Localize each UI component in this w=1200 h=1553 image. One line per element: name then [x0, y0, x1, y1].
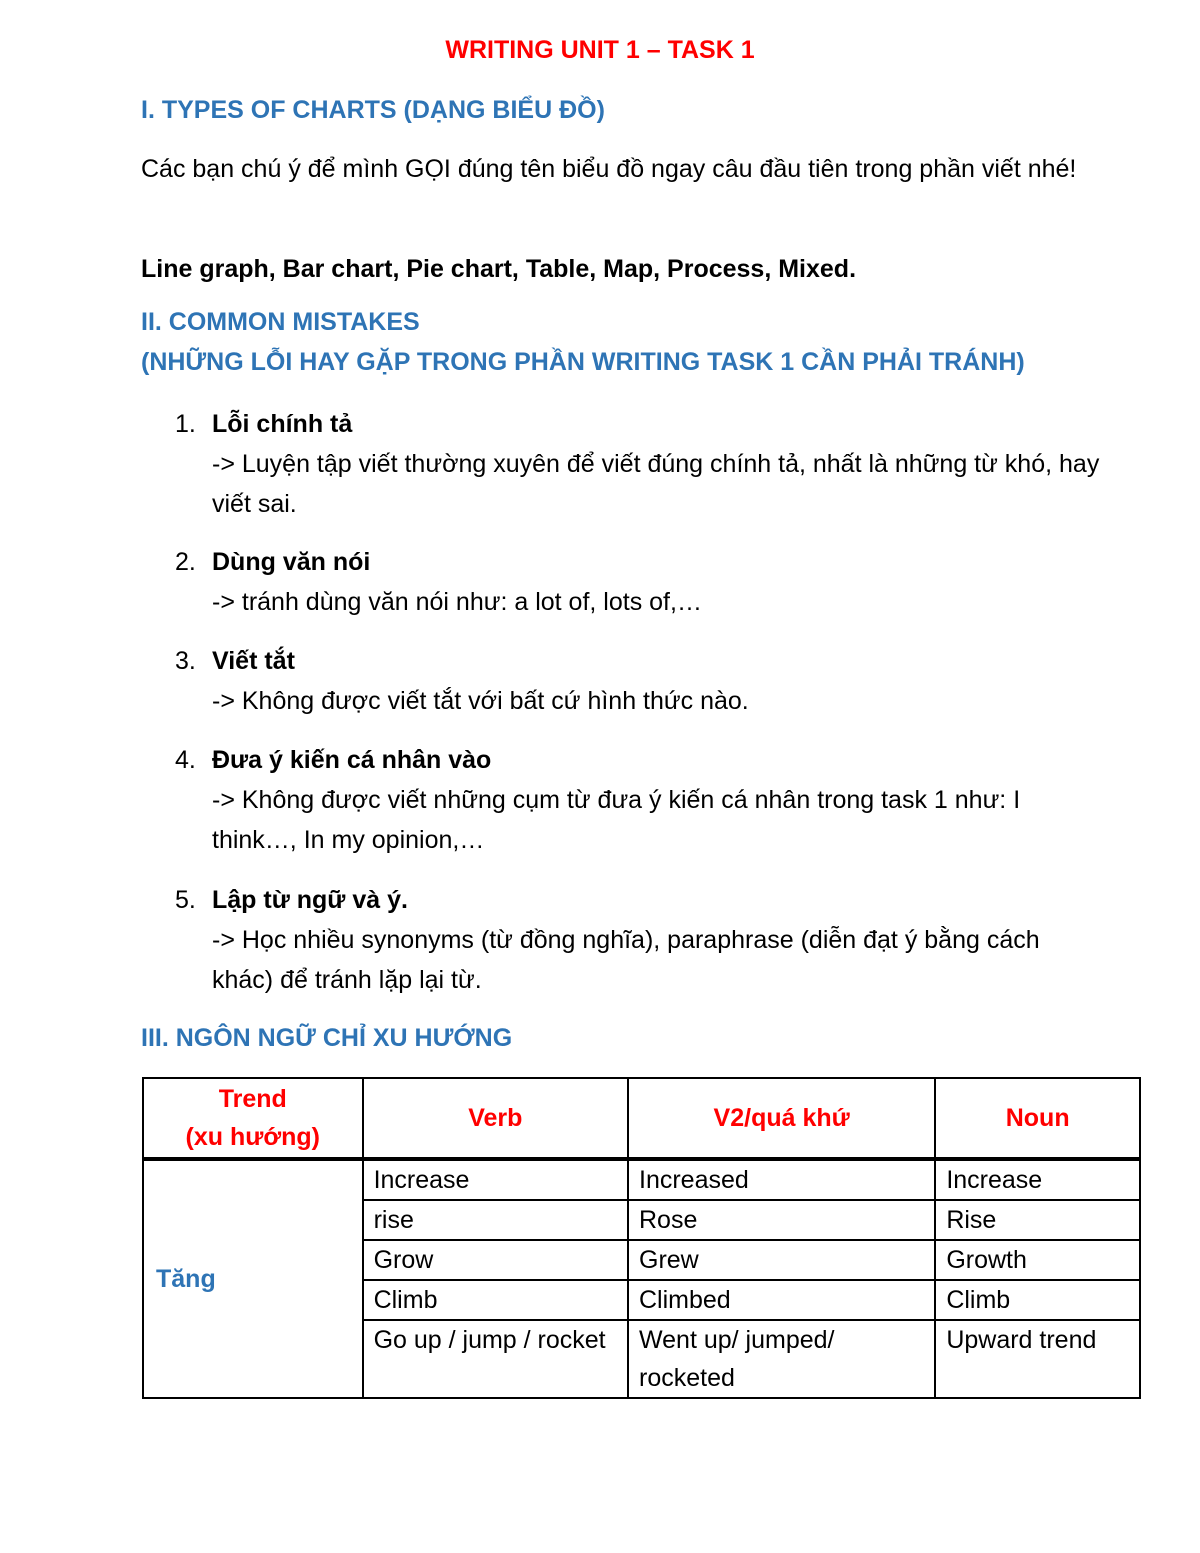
item-number: 1. [175, 410, 196, 438]
cell-v2: Went up/ jumped/ rocketed [628, 1320, 935, 1398]
item-number: 3. [175, 647, 196, 675]
item-label: Đưa ý kiến cá nhân vào [212, 746, 492, 774]
cell-verb: Go up / jump / rocket [363, 1320, 628, 1398]
cell-v2: Increased [628, 1159, 935, 1200]
cell-noun: Increase [935, 1159, 1140, 1200]
cell-noun: Growth [935, 1240, 1140, 1280]
item-text: -> Luyện tập viết thường xuyên để viết đúng chính tả, nhất là những từ khó, hay viết sai. [212, 450, 1100, 518]
item-label: Viết tắt [212, 647, 295, 675]
mistake-item [175, 641, 1105, 721]
cell-v2: Grew [628, 1240, 935, 1280]
mistake-item [175, 542, 1105, 622]
section-2-heading: II. COMMON MISTAKES [141, 308, 420, 336]
section-3-heading: III. NGÔN NGỮ CHỈ XU HƯỚNG [141, 1024, 513, 1052]
cell-v2: Climbed [628, 1280, 935, 1320]
item-label: Lỗi chính tả [212, 410, 353, 438]
header-verb: Verb [363, 1078, 628, 1159]
table-row [143, 1159, 1140, 1200]
item-number: 4. [175, 746, 196, 774]
item-number: 5. [175, 886, 196, 914]
section-1-heading: I. TYPES OF CHARTS (DẠNG BIỂU ĐỒ) [141, 96, 605, 124]
item-text: -> Học nhiều synonyms (từ đồng nghĩa), paraphrase (diễn đạt ý bằng cách khác) để tránh lặp lại từ. [212, 926, 1040, 994]
item-text: -> Không được viết tắt với bất cứ hình thức nào. [212, 687, 749, 715]
section-2-subheading: (NHỮNG LỖI HAY GẶP TRONG PHẦN WRITING TASK 1 CẦN PHẢI TRÁNH) [141, 348, 1025, 376]
document-title: WRITING UNIT 1 – TASK 1 [445, 36, 755, 64]
mistake-item [175, 404, 1105, 524]
item-label: Dùng văn nói [212, 548, 371, 576]
cell-noun: Climb [935, 1280, 1140, 1320]
item-label: Lập từ ngữ và ý. [212, 886, 408, 914]
cell-noun: Upward trend [935, 1320, 1140, 1398]
trend-group-increase: Tăng [143, 1159, 363, 1398]
mistake-item [175, 880, 1105, 1000]
trend-vocabulary-table [142, 1077, 1141, 1399]
cell-verb: Grow [363, 1240, 628, 1280]
header-trend [143, 1078, 363, 1159]
header-noun: Noun [935, 1078, 1140, 1159]
cell-verb: Increase [363, 1159, 628, 1200]
chart-types-list: Line graph, Bar chart, Pie chart, Table, Map, Process, Mixed. [141, 255, 857, 283]
item-number: 2. [175, 548, 196, 576]
cell-noun: Rise [935, 1200, 1140, 1240]
item-text: -> Không được viết những cụm từ đưa ý kiến cá nhân trong task 1 như: I think…, In my opinion,… [212, 786, 1021, 854]
header-trend-line1: Trend [218, 1085, 287, 1113]
cell-verb: Climb [363, 1280, 628, 1320]
table-header-row [143, 1078, 1140, 1159]
header-trend-line2: (xu hướng) [185, 1123, 321, 1151]
item-text: -> tránh dùng văn nói như: a lot of, lots of,… [212, 588, 702, 616]
cell-verb: rise [363, 1200, 628, 1240]
cell-v2: Rose [628, 1200, 935, 1240]
mistake-item [175, 740, 1105, 860]
header-v2: V2/quá khứ [628, 1078, 935, 1159]
section-1-paragraph: Các bạn chú ý để mình GỌI đúng tên biểu đồ ngay câu đầu tiên trong phần viết nhé! [141, 155, 1077, 183]
